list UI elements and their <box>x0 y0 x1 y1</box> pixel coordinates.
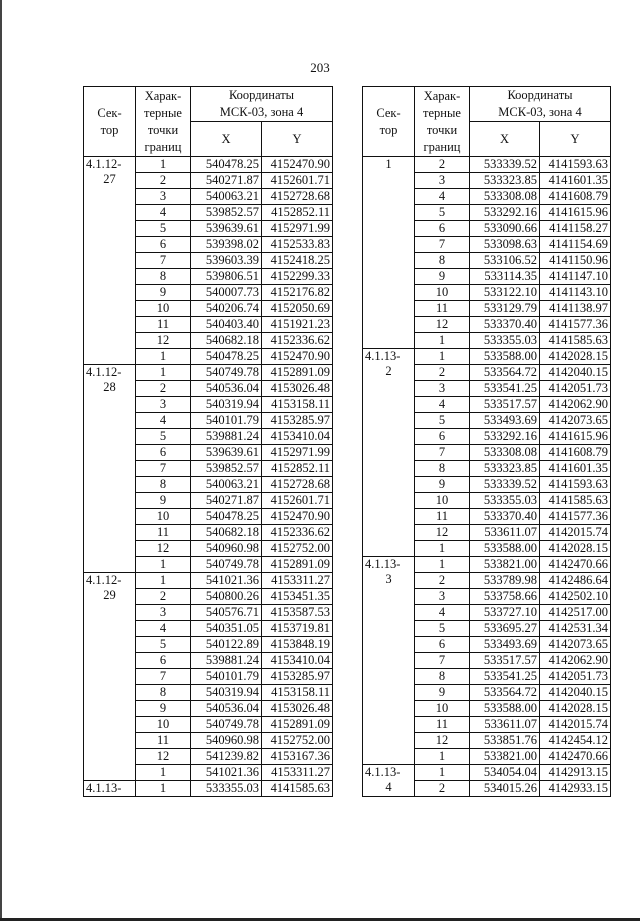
x-cell: 539852.57 <box>191 205 262 221</box>
sector-cell: 1 <box>363 157 415 349</box>
y-cell: 4151921.23 <box>262 317 333 333</box>
y-cell: 4152852.11 <box>262 205 333 221</box>
x-cell: 533851.76 <box>470 733 540 749</box>
y-cell: 4152418.25 <box>262 253 333 269</box>
point-cell: 7 <box>415 653 470 669</box>
point-cell: 1 <box>136 781 191 797</box>
sector-cell: 4.1.13- 2 <box>363 349 415 557</box>
header-coordinates: Координаты МСК-03, зона 4 <box>191 87 333 122</box>
point-cell: 7 <box>415 237 470 253</box>
table-row <box>363 349 611 365</box>
y-cell: 4142933.15 <box>540 781 611 797</box>
point-cell: 7 <box>136 669 191 685</box>
point-cell: 6 <box>415 429 470 445</box>
y-cell: 4141601.35 <box>540 461 611 477</box>
table-row <box>363 765 611 781</box>
x-cell: 533323.85 <box>470 461 540 477</box>
x-cell: 540271.87 <box>191 173 262 189</box>
point-cell: 1 <box>136 557 191 573</box>
y-cell: 4152752.00 <box>262 733 333 749</box>
point-cell: 3 <box>415 173 470 189</box>
x-cell: 540960.98 <box>191 541 262 557</box>
y-cell: 4153285.97 <box>262 413 333 429</box>
point-cell: 11 <box>415 509 470 525</box>
x-cell: 540319.94 <box>191 397 262 413</box>
x-cell: 540960.98 <box>191 733 262 749</box>
y-cell: 4142062.90 <box>540 653 611 669</box>
y-cell: 4152470.90 <box>262 349 333 365</box>
point-cell: 5 <box>415 413 470 429</box>
y-cell: 4153410.04 <box>262 429 333 445</box>
point-cell: 11 <box>415 717 470 733</box>
y-cell: 4153848.19 <box>262 637 333 653</box>
y-cell: 4152050.69 <box>262 301 333 317</box>
x-cell: 533370.40 <box>470 509 540 525</box>
point-cell: 2 <box>136 589 191 605</box>
point-cell: 10 <box>136 717 191 733</box>
x-cell: 533370.40 <box>470 317 540 333</box>
x-cell: 533611.07 <box>470 717 540 733</box>
y-cell: 4142470.66 <box>540 557 611 573</box>
y-cell: 4142502.10 <box>540 589 611 605</box>
y-cell: 4141154.69 <box>540 237 611 253</box>
point-cell: 5 <box>136 429 191 445</box>
x-cell: 533090.66 <box>470 221 540 237</box>
y-cell: 4153026.48 <box>262 701 333 717</box>
sector-cell: 4.1.12- 28 <box>84 365 136 573</box>
point-cell: 9 <box>415 685 470 701</box>
point-cell: 2 <box>415 365 470 381</box>
point-cell: 11 <box>415 301 470 317</box>
point-cell: 3 <box>136 189 191 205</box>
x-cell: 533789.98 <box>470 573 540 589</box>
x-cell: 533517.57 <box>470 397 540 413</box>
x-cell: 540063.21 <box>191 189 262 205</box>
y-cell: 4153587.53 <box>262 605 333 621</box>
x-cell: 534015.26 <box>470 781 540 797</box>
y-cell: 4141143.10 <box>540 285 611 301</box>
page-number: 203 <box>310 60 330 75</box>
x-cell: 540271.87 <box>191 493 262 509</box>
coordinates-table-right <box>362 86 611 797</box>
x-cell: 533098.63 <box>470 237 540 253</box>
y-cell: 4141601.35 <box>540 173 611 189</box>
y-cell: 4142051.73 <box>540 381 611 397</box>
header-sector: Сек- тор <box>363 87 415 157</box>
y-cell: 4142531.34 <box>540 621 611 637</box>
y-cell: 4152336.62 <box>262 525 333 541</box>
point-cell: 8 <box>415 253 470 269</box>
y-cell: 4141577.36 <box>540 509 611 525</box>
x-cell: 533114.35 <box>470 269 540 285</box>
y-cell: 4142028.15 <box>540 349 611 365</box>
y-cell: 4141608.79 <box>540 189 611 205</box>
x-cell: 540536.04 <box>191 381 262 397</box>
point-cell: 1 <box>415 749 470 765</box>
y-cell: 4153311.27 <box>262 765 333 781</box>
x-cell: 533339.52 <box>470 157 540 173</box>
point-cell: 9 <box>136 285 191 301</box>
y-cell: 4141138.97 <box>540 301 611 317</box>
point-cell: 8 <box>136 269 191 285</box>
point-cell: 5 <box>136 221 191 237</box>
point-cell: 10 <box>136 301 191 317</box>
x-cell: 533727.10 <box>470 605 540 621</box>
x-cell: 540206.74 <box>191 301 262 317</box>
x-cell: 539852.57 <box>191 461 262 477</box>
y-cell: 4142028.15 <box>540 541 611 557</box>
scan-edge-shadow <box>0 0 2 921</box>
y-cell: 4153026.48 <box>262 381 333 397</box>
y-cell: 4141615.96 <box>540 205 611 221</box>
y-cell: 4142028.15 <box>540 701 611 717</box>
y-cell: 4142470.66 <box>540 749 611 765</box>
point-cell: 4 <box>136 621 191 637</box>
x-cell: 540319.94 <box>191 685 262 701</box>
y-cell: 4141615.96 <box>540 429 611 445</box>
point-cell: 12 <box>415 525 470 541</box>
x-cell: 533588.00 <box>470 541 540 557</box>
y-cell: 4142015.74 <box>540 525 611 541</box>
x-cell: 539806.51 <box>191 269 262 285</box>
point-cell: 2 <box>136 173 191 189</box>
table-row <box>84 157 333 173</box>
point-cell: 7 <box>136 253 191 269</box>
x-cell: 533611.07 <box>470 525 540 541</box>
x-cell: 541021.36 <box>191 573 262 589</box>
point-cell: 2 <box>415 157 470 173</box>
sector-cell: 4.1.13- 4 <box>363 765 415 797</box>
header-y: Y <box>540 122 611 157</box>
y-cell: 4152891.09 <box>262 717 333 733</box>
x-cell: 539603.39 <box>191 253 262 269</box>
header-x: X <box>470 122 540 157</box>
point-cell: 4 <box>415 605 470 621</box>
y-cell: 4152891.09 <box>262 557 333 573</box>
y-cell: 4152971.99 <box>262 445 333 461</box>
point-cell: 5 <box>415 205 470 221</box>
x-cell: 540101.79 <box>191 669 262 685</box>
y-cell: 4141585.63 <box>262 781 333 797</box>
point-cell: 12 <box>415 317 470 333</box>
x-cell: 533821.00 <box>470 749 540 765</box>
x-cell: 533493.69 <box>470 413 540 429</box>
y-cell: 4142062.90 <box>540 397 611 413</box>
y-cell: 4141158.27 <box>540 221 611 237</box>
x-cell: 533493.69 <box>470 637 540 653</box>
x-cell: 540536.04 <box>191 701 262 717</box>
y-cell: 4141593.63 <box>540 477 611 493</box>
table-row <box>363 157 611 173</box>
x-cell: 540800.26 <box>191 589 262 605</box>
point-cell: 8 <box>415 669 470 685</box>
x-cell: 533129.79 <box>470 301 540 317</box>
point-cell: 4 <box>415 189 470 205</box>
sector-cell: 4.1.12- 29 <box>84 573 136 781</box>
y-cell: 4152971.99 <box>262 221 333 237</box>
point-cell: 6 <box>415 637 470 653</box>
x-cell: 539639.61 <box>191 445 262 461</box>
y-cell: 4152470.90 <box>262 509 333 525</box>
x-cell: 533695.27 <box>470 621 540 637</box>
point-cell: 3 <box>136 397 191 413</box>
x-cell: 540478.25 <box>191 349 262 365</box>
x-cell: 533355.03 <box>470 333 540 349</box>
x-cell: 539881.24 <box>191 653 262 669</box>
y-cell: 4142040.15 <box>540 685 611 701</box>
point-cell: 2 <box>136 381 191 397</box>
point-cell: 12 <box>415 733 470 749</box>
point-cell: 7 <box>415 445 470 461</box>
x-cell: 540576.71 <box>191 605 262 621</box>
y-cell: 4142073.65 <box>540 413 611 429</box>
point-cell: 9 <box>136 493 191 509</box>
y-cell: 4153167.36 <box>262 749 333 765</box>
x-cell: 540403.40 <box>191 317 262 333</box>
sector-cell: 4.1.12- 27 <box>84 157 136 365</box>
point-cell: 12 <box>136 541 191 557</box>
x-cell: 533292.16 <box>470 205 540 221</box>
y-cell: 4153311.27 <box>262 573 333 589</box>
y-cell: 4153158.11 <box>262 685 333 701</box>
point-cell: 6 <box>136 237 191 253</box>
x-cell: 533564.72 <box>470 365 540 381</box>
y-cell: 4152176.82 <box>262 285 333 301</box>
sector-cell: 4.1.13- <box>84 781 136 797</box>
y-cell: 4142073.65 <box>540 637 611 653</box>
y-cell: 4142913.15 <box>540 765 611 781</box>
header-sector: Сек- тор <box>84 87 136 157</box>
x-cell: 539881.24 <box>191 429 262 445</box>
y-cell: 4141608.79 <box>540 445 611 461</box>
x-cell: 533355.03 <box>191 781 262 797</box>
point-cell: 7 <box>136 461 191 477</box>
y-cell: 4142517.00 <box>540 605 611 621</box>
point-cell: 4 <box>136 413 191 429</box>
point-cell: 9 <box>136 701 191 717</box>
header-characteristic-points: Харак- терные точки границ <box>136 87 191 157</box>
y-cell: 4153158.11 <box>262 397 333 413</box>
point-cell: 8 <box>136 685 191 701</box>
point-cell: 1 <box>415 541 470 557</box>
x-cell: 533758.66 <box>470 589 540 605</box>
point-cell: 5 <box>136 637 191 653</box>
y-cell: 4152533.83 <box>262 237 333 253</box>
y-cell: 4142454.12 <box>540 733 611 749</box>
x-cell: 533308.08 <box>470 445 540 461</box>
y-cell: 4152601.71 <box>262 493 333 509</box>
y-cell: 4142486.64 <box>540 573 611 589</box>
y-cell: 4152601.71 <box>262 173 333 189</box>
point-cell: 11 <box>136 733 191 749</box>
x-cell: 540749.78 <box>191 717 262 733</box>
x-cell: 541239.82 <box>191 749 262 765</box>
x-cell: 540749.78 <box>191 365 262 381</box>
y-cell: 4141585.63 <box>540 333 611 349</box>
x-cell: 540063.21 <box>191 477 262 493</box>
point-cell: 6 <box>415 221 470 237</box>
point-cell: 1 <box>136 365 191 381</box>
x-cell: 533541.25 <box>470 669 540 685</box>
point-cell: 3 <box>415 589 470 605</box>
x-cell: 533339.52 <box>470 477 540 493</box>
point-cell: 4 <box>415 397 470 413</box>
sector-cell: 4.1.13- 3 <box>363 557 415 765</box>
x-cell: 533588.00 <box>470 701 540 717</box>
point-cell: 6 <box>136 653 191 669</box>
x-cell: 540749.78 <box>191 557 262 573</box>
x-cell: 539639.61 <box>191 221 262 237</box>
x-cell: 533308.08 <box>470 189 540 205</box>
table-row <box>84 573 333 589</box>
y-cell: 4152752.00 <box>262 541 333 557</box>
y-cell: 4152852.11 <box>262 461 333 477</box>
x-cell: 533541.25 <box>470 381 540 397</box>
x-cell: 540478.25 <box>191 157 262 173</box>
y-cell: 4152728.68 <box>262 189 333 205</box>
x-cell: 533588.00 <box>470 349 540 365</box>
table-row <box>84 781 333 797</box>
x-cell: 540682.18 <box>191 525 262 541</box>
x-cell: 541021.36 <box>191 765 262 781</box>
x-cell: 540101.79 <box>191 413 262 429</box>
y-cell: 4152728.68 <box>262 477 333 493</box>
y-cell: 4141150.96 <box>540 253 611 269</box>
point-cell: 12 <box>136 749 191 765</box>
point-cell: 10 <box>415 701 470 717</box>
x-cell: 533323.85 <box>470 173 540 189</box>
header-y: Y <box>262 122 333 157</box>
point-cell: 3 <box>415 381 470 397</box>
table-row <box>363 557 611 573</box>
x-cell: 540478.25 <box>191 509 262 525</box>
x-cell: 533564.72 <box>470 685 540 701</box>
x-cell: 534054.04 <box>470 765 540 781</box>
x-cell: 540351.05 <box>191 621 262 637</box>
y-cell: 4153410.04 <box>262 653 333 669</box>
point-cell: 10 <box>415 285 470 301</box>
point-cell: 10 <box>136 509 191 525</box>
y-cell: 4152470.90 <box>262 157 333 173</box>
point-cell: 8 <box>136 477 191 493</box>
x-cell: 533106.52 <box>470 253 540 269</box>
x-cell: 533355.03 <box>470 493 540 509</box>
y-cell: 4142015.74 <box>540 717 611 733</box>
point-cell: 1 <box>136 573 191 589</box>
point-cell: 1 <box>136 349 191 365</box>
y-cell: 4141577.36 <box>540 317 611 333</box>
header-x: X <box>191 122 262 157</box>
y-cell: 4153451.35 <box>262 589 333 605</box>
x-cell: 540122.89 <box>191 637 262 653</box>
point-cell: 2 <box>415 573 470 589</box>
y-cell: 4153719.81 <box>262 621 333 637</box>
point-cell: 11 <box>136 317 191 333</box>
y-cell: 4141585.63 <box>540 493 611 509</box>
y-cell: 4152891.09 <box>262 365 333 381</box>
header-characteristic-points: Харак- терные точки границ <box>415 87 470 157</box>
table-row <box>84 365 333 381</box>
point-cell: 11 <box>136 525 191 541</box>
point-cell: 3 <box>136 605 191 621</box>
y-cell: 4141593.63 <box>540 157 611 173</box>
x-cell: 533122.10 <box>470 285 540 301</box>
y-cell: 4142040.15 <box>540 365 611 381</box>
y-cell: 4141147.10 <box>540 269 611 285</box>
point-cell: 1 <box>415 333 470 349</box>
point-cell: 1 <box>136 765 191 781</box>
x-cell: 533292.16 <box>470 429 540 445</box>
x-cell: 539398.02 <box>191 237 262 253</box>
point-cell: 1 <box>136 157 191 173</box>
header-coordinates: Координаты МСК-03, зона 4 <box>470 87 611 122</box>
point-cell: 6 <box>136 445 191 461</box>
point-cell: 1 <box>415 557 470 573</box>
x-cell: 540682.18 <box>191 333 262 349</box>
point-cell: 9 <box>415 269 470 285</box>
point-cell: 8 <box>415 461 470 477</box>
y-cell: 4153285.97 <box>262 669 333 685</box>
y-cell: 4142051.73 <box>540 669 611 685</box>
y-cell: 4152336.62 <box>262 333 333 349</box>
x-cell: 533517.57 <box>470 653 540 669</box>
point-cell: 4 <box>136 205 191 221</box>
point-cell: 9 <box>415 477 470 493</box>
x-cell: 540007.73 <box>191 285 262 301</box>
point-cell: 2 <box>415 781 470 797</box>
point-cell: 1 <box>415 765 470 781</box>
y-cell: 4152299.33 <box>262 269 333 285</box>
point-cell: 5 <box>415 621 470 637</box>
point-cell: 1 <box>415 349 470 365</box>
coordinates-table-left <box>83 86 333 797</box>
point-cell: 12 <box>136 333 191 349</box>
x-cell: 533821.00 <box>470 557 540 573</box>
point-cell: 10 <box>415 493 470 509</box>
